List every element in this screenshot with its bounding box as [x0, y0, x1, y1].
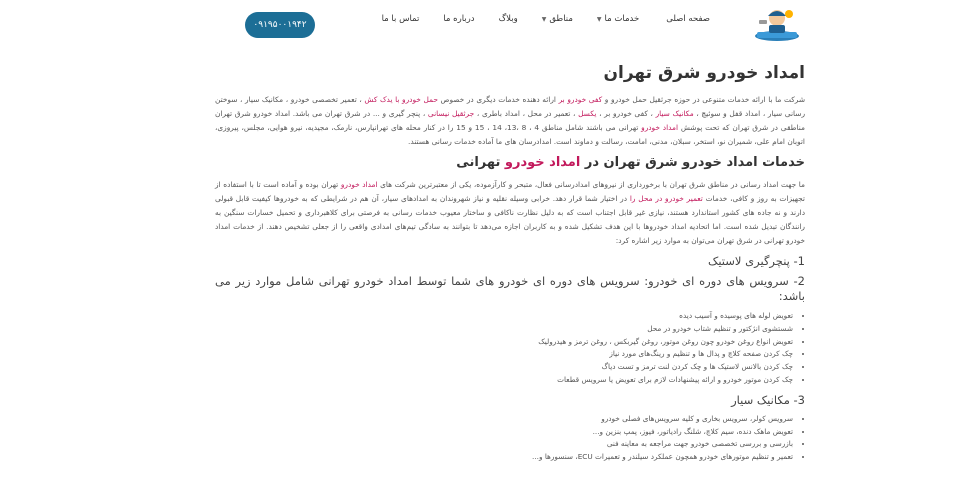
link-mobile-mechanic[interactable]: مکانیک سیار: [655, 109, 694, 118]
list-item: • چک کردن صفحه کلاچ و پدال ها و تنظیم و رینگ‌های مورد نیاز: [215, 348, 793, 361]
nav-home-label: صفحه اصلی: [666, 14, 710, 24]
main-nav: [382, 14, 710, 24]
intro-text: ، تعمیر تخصصی خودرو ، مکانیک سیار ، سوختن رسانی سیار ، امداد قفل و سوئیچ ،: [215, 95, 806, 118]
chevron-down-icon: ▼: [541, 15, 547, 23]
item-heading-periodic-service: 2- سرویس های دوره ای خودرو: سرویس های دوره ای خودرو های شما توسط امداد خودرو تهرانی شامل موارد زیر می باشد:: [215, 274, 805, 303]
link-onsite-repair[interactable]: تعمیر خودرو در محل را: [629, 194, 703, 203]
list-item: • تعویض ماهک دنده، سیم کلاچ، شلنگ رادیاتور، فیوز، پمپ بنزین و...: [215, 426, 793, 439]
nav-home[interactable]: [666, 14, 710, 24]
phone-number: ۰۹۱۹۵۰۰۱۹۴۲: [253, 20, 307, 30]
intro-text: ، کفی خودرو بر ،: [596, 109, 656, 118]
service-list: [215, 310, 805, 387]
link-emdad-khodro[interactable]: امداد خودرو: [340, 180, 378, 189]
page-title: امداد خودرو شرق تهران: [603, 63, 805, 83]
list-item: • تعویض انواع روغن خودرو چون روغن موتور، روغن گیربکس ، روغن ترمز و هیدرولیک: [215, 336, 793, 349]
intro-text: شرکت ما با ارائه خدمات متنوعی در حوزه جرثقیل حمل خودرو و: [602, 95, 806, 104]
nav-contact-label: تماس با ما: [381, 14, 420, 24]
site-logo[interactable]: [753, 6, 801, 42]
mechanic-logo-icon: [753, 6, 801, 42]
list-item: • تعمیر و تنظیم موتورهای خودرو همچون عملکرد سیلندر و تعمیرات ECU، سنسورها و...: [215, 451, 793, 464]
intro-text: تهرانی می باشند شامل مناطق 4 ، 8 ،13، 14 ، 15 و 15 را در کنار محله های تهرانپارس، نارمک، مجیدیه، نیرو هوایی، مجلس، پیروزی، اتوبان امام علی، شمیران نو، استخر، سبلان، مدنی، امامت، رسالت و دماوند است. امدادرسان های ما آماده خدمات رسانی هستند.: [215, 123, 805, 146]
chevron-down-icon: ▼: [596, 15, 602, 23]
list-item: • بازرسی و بررسی تخصصی خودرو جهت مراجعه به معاینه فنی: [215, 438, 793, 451]
intro-text: ، پنچر گیری و ... در شرق تهران می باشد. امداد خودرو شرق تهران مناطقی در شرق تهران که تحت پوشش: [215, 109, 805, 132]
nav-services-label: خدمات ما: [604, 14, 640, 24]
link-kafi-khodro-bar[interactable]: کفی خودرو بر: [558, 95, 603, 104]
list-item: • شستشوی انژکتور و تنظیم شتاب خودرو در محل: [215, 323, 793, 336]
mechanic-list: [215, 413, 805, 464]
section-title-text: خدمات امداد خودرو شرق تهران در: [580, 155, 805, 170]
nav-contact[interactable]: [382, 14, 420, 24]
main-content: [215, 55, 805, 468]
list-item: • سرویس کولر، سرویس بخاری و کلیه سرویس‌های فصلی خودرو: [215, 413, 793, 426]
link-tow-truck[interactable]: حمل خودرو با یدک کش: [364, 95, 438, 104]
list-item: • چک کردن بالانس لاستیک ها و چک کردن لنت ترمز و تست دیاگ: [215, 361, 793, 374]
nav-blog[interactable]: [499, 14, 518, 24]
section-text: در اختیار شما قرار دهد. خرابی وسیله نقلیه و نیاز شهروندان به امدادهای سیار، آن هم در شرایطی که به خودروها کیفیت قابل قبولی دارند و نه جاده های کشور استاندارد هستند، نیازی غیر قابل اجتناب است که به دلیل نظارت ناکافی و ساختار معیوب خدمات رسانی به فرصتی برای کلاهبرداری و تحمیل خسارات سنگین به رانندگان تبدیل شده است. اما اتحادیه امداد خودروها با این هدف تشکیل شده و به کاربران اجازه می‌دهد تا بتوانند به سادگی تیم‌های امدادی واقعی را از جعلی تشخیص دهند. از خدمات امداد خودرو تهرانی در شرق تهران می‌توان به موارد زیر اشاره کرد:: [215, 194, 805, 245]
item-heading-tire: 1- پنچرگیری لاستیک: [708, 254, 805, 268]
section-title-text: تهرانی: [456, 155, 505, 170]
phone-call-button[interactable]: [245, 12, 315, 38]
nav-regions[interactable]: [542, 14, 573, 24]
link-yeksel[interactable]: یکسل: [578, 109, 597, 118]
item-heading-mobile-mechanic: 3- مکانیک سیار: [731, 392, 805, 407]
section-paragraph: [215, 178, 805, 248]
nav-blog-label: وبلاگ: [498, 14, 518, 24]
nav-regions-label: مناطق: [549, 14, 573, 24]
nav-services[interactable]: [597, 14, 639, 24]
list-item: • چک کردن موتور خودرو و ارائه پیشنهادات لازم برای تعویض یا سرویس قطعات: [215, 374, 793, 387]
section-text: تهران بوده و آماده است تا با استفاده از تجهیزات به روز و کافی، خدمات: [215, 180, 805, 203]
intro-text: ارائه دهنده خدمات دیگری در خصوص: [437, 95, 559, 104]
link-nissan-crane[interactable]: جرثقیل نیسانی: [427, 109, 475, 118]
link-emdad-khodro[interactable]: امداد خودرو: [641, 123, 679, 132]
list-item: • تعویض لوله های پوسیده و آسیب دیده: [215, 310, 793, 323]
intro-paragraph: [215, 93, 805, 149]
section-title: [215, 155, 805, 170]
section-title-link[interactable]: امداد خودرو: [504, 155, 581, 170]
nav-about-label: درباره ما: [443, 14, 475, 24]
nav-about[interactable]: [443, 14, 474, 24]
site-header: [0, 0, 980, 52]
section-text: ما جهت امداد رسانی در مناطق شرق تهران با برخورداری از نیروهای امدادرسانی فعال، متبحر و کارآزموده، یکی از معتبرترین شرکت های: [377, 180, 806, 189]
intro-text: ، تعمیر در محل ، امداد باطری ،: [474, 109, 579, 118]
